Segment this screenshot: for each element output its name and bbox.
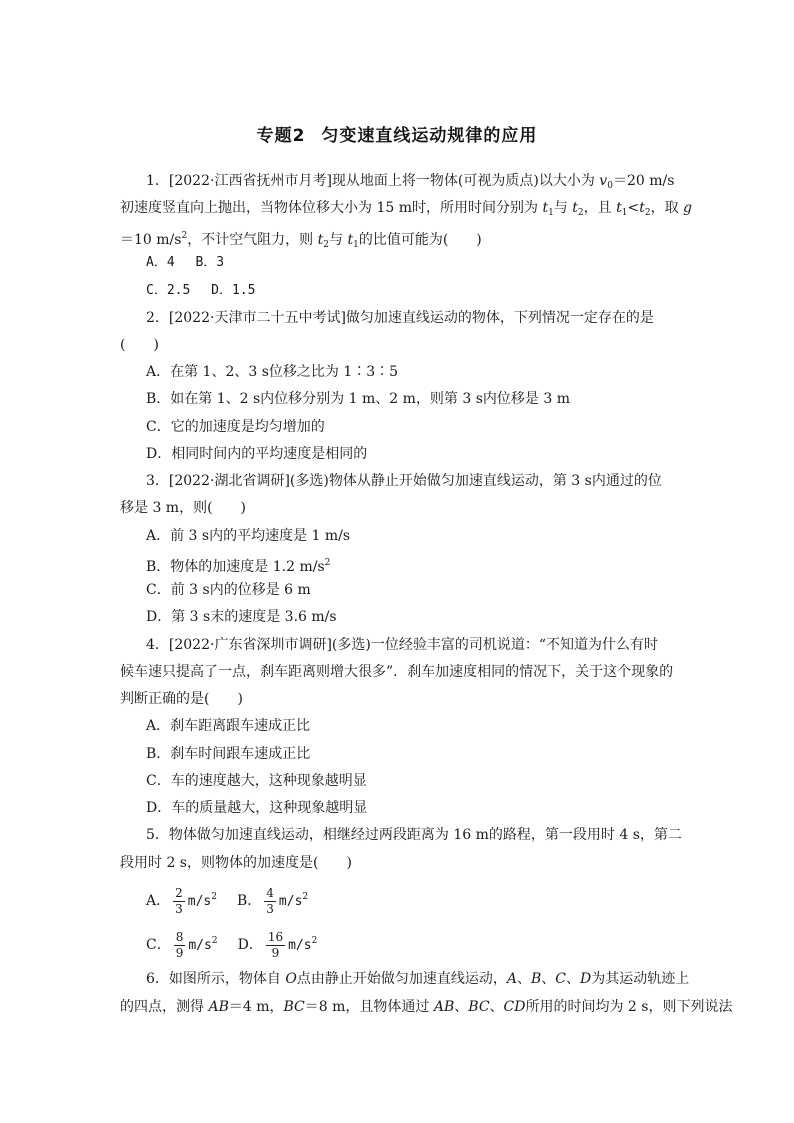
q5-line-2: 段用时 2 s，则物体的加速度是( ) (120, 855, 352, 871)
segment-cd: CD (503, 999, 526, 1015)
q2-option-c: C．它的加速度是均匀增加的 (146, 419, 325, 435)
q4-option-c: C．车的速度越大，这种现象越明显 (146, 773, 367, 789)
subscript: 1 (548, 208, 554, 218)
topic-title: 匀变速直线运动规律的应用 (321, 126, 538, 146)
q1-options-ab: A．4 B．3 (146, 255, 225, 270)
separator: 、 (541, 971, 556, 987)
fraction (266, 930, 285, 961)
superscript: 2 (181, 231, 188, 241)
fraction (264, 886, 276, 917)
q6-text: ＝4 m， (228, 999, 284, 1015)
q3-option-b (146, 553, 330, 577)
q4-line-3: 判断正确的是( ) (120, 691, 243, 707)
q5-options-cd (146, 926, 317, 961)
q1-text: ，取 (650, 200, 684, 216)
q2-line-2: ( ) (120, 337, 159, 353)
q4-line-1: 4．[2022·广东省深圳市调研](多选)一位经验丰富的司机说道：“不知道为什么有时 (146, 637, 658, 653)
q5-options-ab (146, 882, 308, 917)
q1-text: 的比值可能为( ) (358, 232, 482, 248)
option-letter: C． (146, 937, 171, 953)
q3-option-c: C．前 3 s内的位移是 6 m (146, 582, 311, 598)
q1-text: ，不计空气阻力，则 (187, 232, 318, 248)
var-t: t (572, 200, 578, 216)
numerator: 16 (267, 929, 284, 944)
segment-ab: AB (433, 999, 455, 1015)
option-letter: A． (146, 893, 171, 909)
var-t: t (542, 200, 549, 216)
q1-text: ，且 (583, 200, 617, 216)
var-t: t (616, 200, 622, 216)
q3-option-b-text: B．物体的加速度是 1.2 m/s (146, 559, 325, 575)
denominator: 3 (175, 901, 183, 916)
unit: m/s (188, 938, 212, 953)
separator: 、 (489, 999, 504, 1015)
less-than: < (627, 200, 640, 216)
var-t: t (347, 232, 354, 248)
point-a: A (506, 971, 517, 987)
q6-line-1 (146, 969, 689, 989)
q1-text: ＝10 m/s (120, 232, 182, 248)
unit: m/s (288, 938, 312, 953)
q3-line-2: 移是 3 m，则( ) (120, 500, 247, 516)
var-t: t (639, 200, 645, 216)
numerator: 2 (175, 885, 183, 900)
q2-option-d: D．相同时间内的平均速度是相同的 (146, 446, 368, 462)
segment-bc: BC (468, 999, 490, 1015)
var-v: v (599, 173, 608, 189)
q3-option-a: A．前 3 s内的平均速度是 1 m/s (146, 528, 351, 544)
fraction (173, 886, 185, 917)
q1-text: ＝20 m/s (612, 173, 675, 189)
segment-bc: BC (283, 999, 305, 1015)
unit: m/s (187, 894, 212, 909)
q4-option-d: D．车的质量越大，这种现象越明显 (146, 800, 368, 816)
point-o: O (285, 971, 297, 987)
var-g: g (683, 200, 693, 216)
q3-line-1: 3．[2022·湖北省调研](多选)物体从静止开始做匀加速直线运动，第 3 s内通过的位 (146, 473, 662, 489)
q4-option-b: B．刹车时间跟车速成正比 (146, 746, 311, 762)
option-letter: D． (237, 937, 263, 953)
separator: 、 (565, 971, 580, 987)
point-b: B (530, 971, 542, 987)
unit: m/s (278, 894, 303, 909)
subscript: 2 (577, 208, 584, 218)
q1-text: 1．[2022·江西省抚州市月考]现从地面上将一物体(可视为质点)以大小为 (146, 173, 600, 189)
q6-line-2 (120, 997, 732, 1017)
subscript: 2 (323, 240, 330, 250)
q1-text: 与 (553, 200, 573, 216)
q1-text: 初速度竖直向上抛出，当物体位移大小为 15 m时，所用时间分别为 (120, 200, 543, 216)
q6-text: 的四点，测得 (120, 999, 209, 1015)
superscript: 2 (211, 936, 218, 946)
subscript: 1 (353, 240, 359, 250)
page-title (0, 121, 794, 146)
q2-option-b: B．如在第 1、2 s内位移分别为 1 m、2 m，则第 3 s内位移是 3 m (146, 391, 570, 407)
q6-text: 所用的时间均为 2 s，则下列说法 (525, 999, 733, 1015)
q1-line-1 (146, 171, 674, 196)
topic-number: 专题2 (256, 126, 306, 146)
superscript: 2 (324, 558, 331, 568)
fraction (174, 930, 186, 961)
superscript: 2 (311, 936, 318, 946)
numerator: 8 (175, 929, 184, 944)
denominator: 3 (266, 901, 274, 916)
q6-text: 点由静止开始做匀加速直线运动， (296, 971, 507, 987)
q1-line-3 (120, 226, 482, 255)
q2-line-1: 2．[2022·天津市二十五中考试]做匀加速直线运动的物体，下列情况一定存在的是 (146, 310, 654, 326)
q1-line-2 (120, 198, 692, 223)
point-d: D (579, 971, 592, 987)
q5-line-1: 5．物体做匀加速直线运动，相继经过两段距离为 16 m的路程，第一段用时 4 s，第二 (146, 827, 682, 843)
segment-ab: AB (208, 999, 229, 1015)
separator: 、 (454, 999, 469, 1015)
separator: 、 (516, 971, 531, 987)
var-t: t (317, 232, 324, 248)
q4-option-a: A．刹车距离跟车速成正比 (146, 718, 311, 734)
q2-option-a: A．在第 1、2、3 s位移之比为 1∶3∶5 (146, 364, 399, 380)
subscript: 0 (607, 181, 613, 191)
subscript: 2 (644, 208, 651, 218)
denominator: 9 (175, 945, 184, 960)
q1-text: 与 (329, 232, 348, 248)
subscript: 1 (621, 208, 628, 218)
denominator: 9 (271, 945, 280, 960)
point-c: C (555, 971, 566, 987)
q6-text: 6．如图所示，物体自 (146, 971, 286, 987)
option-letter: B． (236, 893, 262, 909)
q4-line-2: 候车速只提高了一点，刹车距离则增大很多”．刹车加速度相同的情况下，关于这个现象的 (120, 664, 674, 680)
superscript: 2 (211, 892, 217, 902)
q6-text: 为其运动轨迹上 (591, 971, 690, 987)
q1-options-cd: C．2.5 D．1.5 (146, 283, 256, 298)
q3-option-d: D．第 3 s末的速度是 3.6 m/s (146, 609, 337, 625)
q6-text: ＝8 m，且物体通过 (304, 999, 434, 1015)
numerator: 4 (266, 885, 274, 900)
superscript: 2 (302, 892, 309, 902)
